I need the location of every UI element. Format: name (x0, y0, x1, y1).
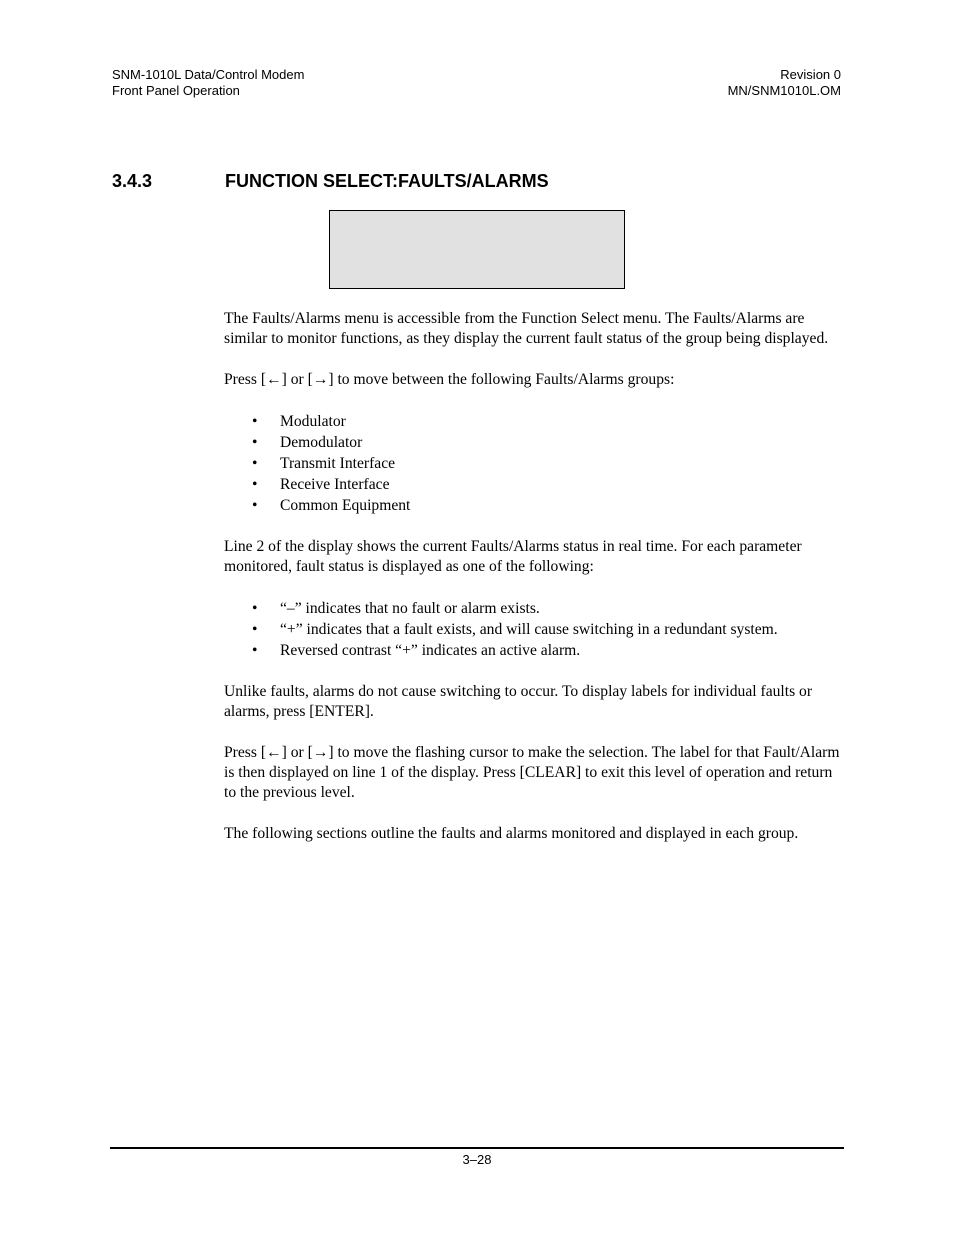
bullet-icon: • (252, 413, 258, 430)
list-item-text: Common Equipment (280, 497, 411, 514)
document-title: SNM-1010L Data/Control Modem (112, 67, 305, 82)
list-item (224, 411, 846, 432)
paragraph-navigation: Press [←] or [→] to move between the following Faults/Alarms groups: (224, 371, 675, 388)
section-title: FUNCTION SELECT:FAULTS/ALARMS (225, 171, 549, 191)
list-item-text: Modulator (280, 413, 346, 430)
chapter-title: Front Panel Operation (112, 83, 240, 98)
body-text (224, 309, 846, 865)
paragraph-status-intro: Line 2 of the display shows the current Faults/Alarms status in real time. For each parameter monitored, fault status is displayed as one of the following: (224, 538, 802, 575)
page-header-right (728, 67, 841, 99)
status-list (224, 598, 846, 661)
groups-list (224, 411, 846, 516)
lcd-display-placeholder (329, 210, 625, 289)
list-item-text: Demodulator (280, 434, 363, 451)
section-number: 3.4.3 (112, 171, 153, 191)
revision-label: Revision 0 (780, 67, 841, 82)
bullet-icon: • (252, 600, 258, 617)
list-item-text: “–” indicates that no fault or alarm exists. (280, 600, 540, 617)
bullet-icon: • (252, 455, 258, 472)
bullet-icon: • (252, 621, 258, 638)
list-item-text: Transmit Interface (280, 455, 396, 472)
paragraph-cursor: Press [←] or [→] to move the flashing cursor to make the selection. The label for that Fault/Alarm is then displayed on line 1 of the display. Press [CLEAR] to exit this level of operation and return to the previous level. (224, 744, 840, 801)
bullet-icon: • (252, 476, 258, 493)
list-item (224, 474, 846, 495)
bullet-icon: • (252, 497, 258, 514)
list-item-text: Reversed contrast “+” indicates an active alarm. (280, 642, 581, 659)
bullet-icon: • (252, 642, 258, 659)
paragraph-alarms: Unlike faults, alarms do not cause switching to occur. To display labels for individual faults or alarms, press [ENTER]. (224, 683, 813, 720)
page-header-left (112, 67, 304, 99)
list-item (224, 619, 846, 640)
bullet-icon: • (252, 434, 258, 451)
paragraph-intro: The Faults/Alarms menu is accessible from the Function Select menu. The Faults/Alarms are similar to monitor functions, as they display the current fault status of the group being displayed. (224, 310, 829, 347)
list-item (224, 640, 846, 661)
list-item (224, 495, 846, 516)
list-item-text: “+” indicates that a fault exists, and will cause switching in a redundant system. (280, 621, 778, 638)
page-number: 3–28 (462, 1152, 492, 1167)
paragraph-outline: The following sections outline the faults and alarms monitored and displayed in each group. (224, 825, 799, 842)
list-item (224, 432, 846, 453)
list-item (224, 598, 846, 619)
document-code: MN/SNM1010L.OM (727, 83, 841, 98)
footer-divider (110, 1147, 844, 1149)
list-item-text: Receive Interface (280, 476, 390, 493)
section-heading (112, 170, 549, 192)
list-item (224, 453, 846, 474)
